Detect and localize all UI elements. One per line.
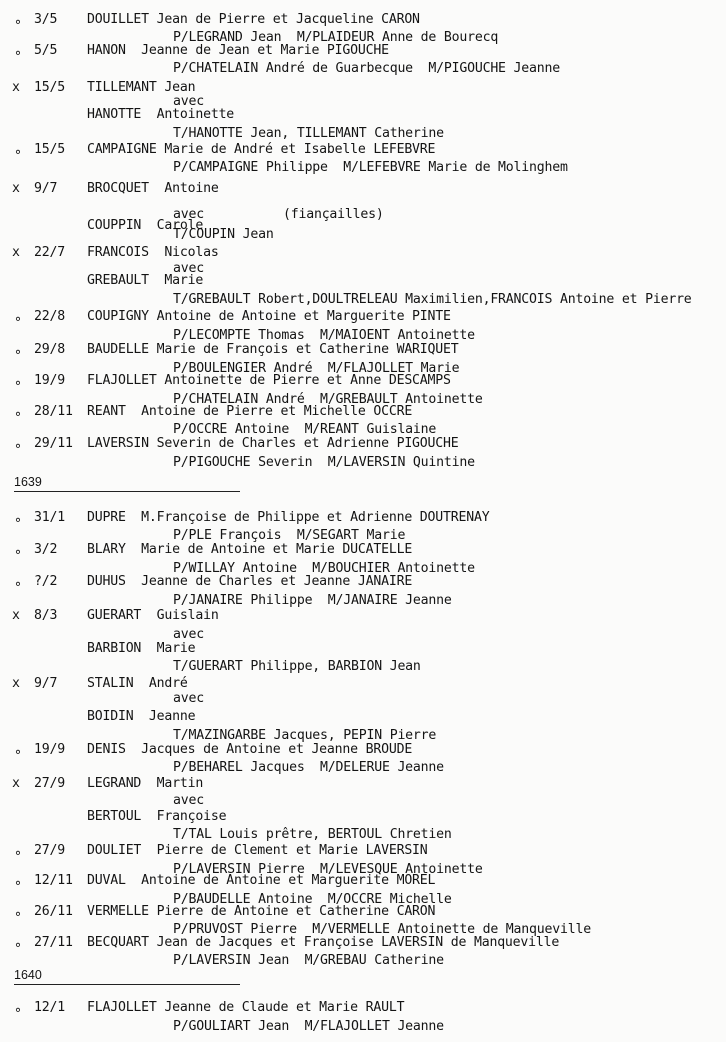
entry-date: 3/5: [34, 12, 58, 27]
marriage-marker: x: [12, 181, 20, 196]
godparents-line: P/LAVERSIN Jean M/GREBAU Catherine: [173, 953, 444, 968]
godparents-line: P/PLE François M/SEGART Marie: [173, 528, 406, 543]
baptism-marker: ∘: [14, 876, 22, 891]
godparents-line: P/CHATELAIN André de Guarbecque M/PIGOUCHE Jeanne: [173, 61, 560, 76]
baptized-name: CAMPAIGNE Marie de André et Isabelle LEFEBVRE: [87, 142, 436, 157]
entry-date: 26/11: [34, 904, 73, 919]
entry-date: 19/9: [34, 742, 65, 757]
baptized-name: VERMELLE Pierre de Antoine et Catherine CARON: [87, 904, 436, 919]
godparents-line: P/WILLAY Antoine M/BOUCHIER Antoinette: [173, 561, 475, 576]
marriage-marker: x: [12, 776, 20, 791]
entry-date: 3/2: [34, 542, 58, 557]
spouse-name: BERTOUL Françoise: [87, 809, 227, 824]
baptism-marker: ∘: [14, 15, 22, 30]
entry-note: (fiançailles): [283, 207, 384, 222]
baptized-name: FLAJOLLET Jeanne de Claude et Marie RAULT: [87, 1000, 405, 1015]
entry-date: ?/2: [34, 574, 58, 589]
baptized-name: LAVERSIN Severin de Charles et Adrienne PIGOUCHE: [87, 436, 459, 451]
baptized-name: DENIS Jacques de Antoine et Jeanne BROUDE: [87, 742, 413, 757]
entry-date: 8/3: [34, 608, 58, 623]
baptism-marker: ∘: [14, 376, 22, 391]
spouse-name: BOIDIN Jeanne: [87, 709, 196, 724]
entry-date: 9/7: [34, 181, 58, 196]
baptized-name: REANT Antoine de Pierre et Michelle OCCRE: [87, 404, 413, 419]
baptized-name: FLAJOLLET Antoinette de Pierre et Anne DESCAMPS: [87, 373, 451, 388]
baptism-marker: ∘: [14, 938, 22, 953]
witnesses-line: T/TAL Louis prêtre, BERTOUL Chretien: [173, 827, 452, 842]
baptized-name: HANON Jeanne de Jean et Marie PIGOUCHE: [87, 43, 389, 58]
year-divider: [14, 984, 240, 985]
baptism-marker: ∘: [14, 439, 22, 454]
spouse-name: LEGRAND Martin: [87, 776, 204, 791]
avec-label: avec: [173, 691, 204, 706]
baptism-marker: ∘: [14, 46, 22, 61]
godparents-line: P/JANAIRE Philippe M/JANAIRE Jeanne: [173, 593, 452, 608]
witnesses-line: T/GUERART Philippe, BARBION Jean: [173, 659, 421, 674]
witnesses-line: T/HANOTTE Jean, TILLEMANT Catherine: [173, 126, 444, 141]
avec-label: avec: [173, 261, 204, 276]
entry-date: 27/9: [34, 843, 65, 858]
godparents-line: P/BOULENGIER André M/FLAJOLLET Marie: [173, 361, 460, 376]
witnesses-line: T/MAZINGARBE Jacques, PEPIN Pierre: [173, 728, 437, 743]
entry-date: 15/5: [34, 80, 65, 95]
entry-date: 27/11: [34, 935, 73, 950]
marriage-marker: x: [12, 676, 20, 691]
entry-date: 29/11: [34, 436, 73, 451]
entry-date: 27/9: [34, 776, 65, 791]
godparents-line: P/LECOMPTE Thomas M/MAIOENT Antoinette: [173, 328, 475, 343]
entry-date: 19/9: [34, 373, 65, 388]
baptism-marker: ∘: [14, 513, 22, 528]
avec-label: avec: [173, 94, 204, 109]
baptism-marker: ∘: [14, 745, 22, 760]
witnesses-line: T/COUPIN Jean: [173, 227, 274, 242]
entry-date: 29/8: [34, 342, 65, 357]
spouse-name: TILLEMANT Jean: [87, 80, 196, 95]
baptism-marker: ∘: [14, 846, 22, 861]
baptized-name: BLARY Marie de Antoine et Marie DUCATELLE: [87, 542, 413, 557]
entry-date: 5/5: [34, 43, 58, 58]
godparents-line: P/OCCRE Antoine M/REANT Guislaine: [173, 422, 437, 437]
marriage-marker: x: [12, 245, 20, 260]
spouse-name: BROCQUET Antoine: [87, 181, 219, 196]
entry-date: 28/11: [34, 404, 73, 419]
avec-label: avec: [173, 793, 204, 808]
spouse-name: GREBAULT Marie: [87, 273, 204, 288]
baptism-marker: ∘: [14, 1003, 22, 1018]
baptized-name: DOUILLET Jean de Pierre et Jacqueline CARON: [87, 12, 420, 27]
baptism-marker: ∘: [14, 577, 22, 592]
entry-date: 12/1: [34, 1000, 65, 1015]
marriage-marker: x: [12, 608, 20, 623]
avec-label: avec: [173, 627, 204, 642]
baptized-name: BECQUART Jean de Jacques et Françoise LAVERSIN de Manqueville: [87, 935, 560, 950]
baptism-marker: ∘: [14, 312, 22, 327]
spouse-name: COUPPIN Carole: [87, 218, 204, 233]
witnesses-line: T/GREBAULT Robert,DOULTRELEAU Maximilien,FRANCOIS Antoine et Pierre: [173, 292, 692, 307]
entry-date: 31/1: [34, 510, 65, 525]
baptized-name: DUPRE M.Françoise de Philippe et Adrienne DOUTRENAY: [87, 510, 490, 525]
entry-date: 22/7: [34, 245, 65, 260]
year-divider: [14, 491, 240, 492]
spouse-name: HANOTTE Antoinette: [87, 107, 235, 122]
entry-date: 22/8: [34, 309, 65, 324]
baptism-marker: ∘: [14, 345, 22, 360]
baptism-marker: ∘: [14, 407, 22, 422]
spouse-name: BARBION Marie: [87, 641, 196, 656]
spouse-name: FRANCOIS Nicolas: [87, 245, 219, 260]
baptized-name: DOULIET Pierre de Clement et Marie LAVERSIN: [87, 843, 428, 858]
godparents-line: P/PRUVOST Pierre M/VERMELLE Antoinette de Manqueville: [173, 922, 591, 937]
godparents-line: P/LEGRAND Jean M/PLAIDEUR Anne de Bourecq: [173, 30, 499, 45]
baptized-name: COUPIGNY Antoine de Antoine et Marguerite PINTE: [87, 309, 451, 324]
baptism-marker: ∘: [14, 907, 22, 922]
baptism-marker: ∘: [14, 545, 22, 560]
entry-date: 15/5: [34, 142, 65, 157]
baptized-name: DUVAL Antoine de Antoine et Marguerite MOREL: [87, 873, 436, 888]
godparents-line: P/PIGOUCHE Severin M/LAVERSIN Quintine: [173, 455, 475, 470]
godparents-line: P/LAVERSIN Pierre M/LEVESQUE Antoinette: [173, 862, 483, 877]
baptism-marker: ∘: [14, 145, 22, 160]
avec-label: avec: [173, 207, 204, 222]
spouse-name: STALIN André: [87, 676, 188, 691]
marriage-marker: x: [12, 80, 20, 95]
year-heading: 1640: [14, 968, 42, 982]
year-heading: 1639: [14, 475, 42, 489]
baptized-name: BAUDELLE Marie de François et Catherine WARIQUET: [87, 342, 459, 357]
godparents-line: P/CAMPAIGNE Philippe M/LEFEBVRE Marie de Molinghem: [173, 160, 568, 175]
godparents-line: P/BEHAREL Jacques M/DELERUE Jeanne: [173, 760, 444, 775]
baptized-name: DUHUS Jeanne de Charles et Jeanne JANAIRE: [87, 574, 413, 589]
entry-date: 9/7: [34, 676, 58, 691]
godparents-line: P/BAUDELLE Antoine M/OCCRE Michelle: [173, 892, 452, 907]
godparents-line: P/GOULIART Jean M/FLAJOLLET Jeanne: [173, 1019, 444, 1034]
spouse-name: GUERART Guislain: [87, 608, 219, 623]
godparents-line: P/CHATELAIN André M/GREBAULT Antoinette: [173, 392, 483, 407]
entry-date: 12/11: [34, 873, 73, 888]
